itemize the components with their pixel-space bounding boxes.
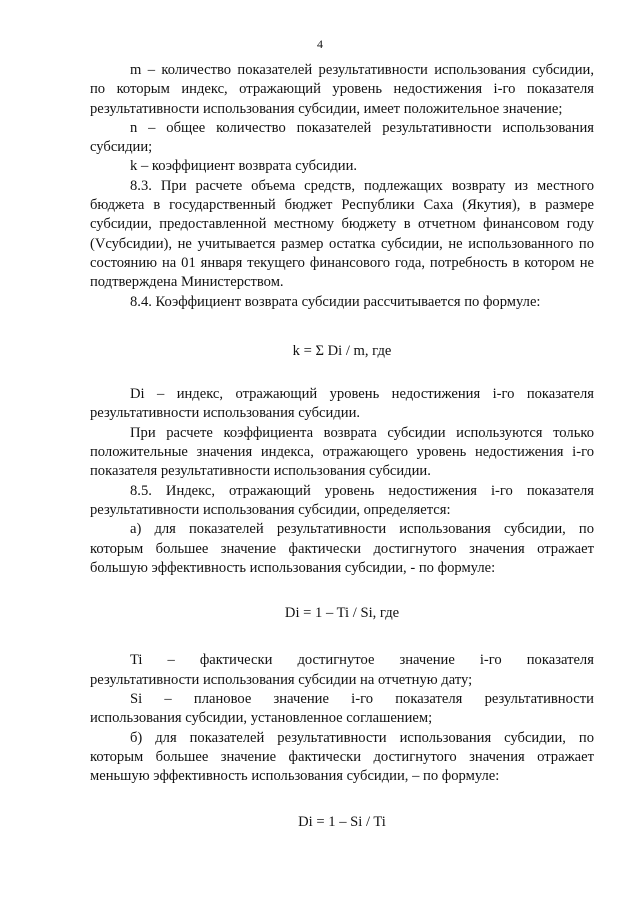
formula-a: Di = 1 – Ti / Si, где bbox=[284, 605, 400, 622]
ti-word: – bbox=[167, 652, 175, 669]
si-definition-first-line bbox=[90, 690, 594, 709]
ti-word: достигнутое bbox=[297, 652, 375, 669]
ti-word: показателя bbox=[526, 652, 594, 669]
paragraph-case-a: а) для показателей результативности использования субсидии, по которым большее значение фактически достигнутого значения отражает большую эффективность использования субсидии, - по формуле: bbox=[90, 521, 594, 576]
si-word: плановое bbox=[193, 691, 252, 708]
si-word: i-го bbox=[351, 691, 373, 708]
formula-b: Di = 1 – Si / Ti bbox=[298, 813, 386, 830]
si-word: показателя bbox=[395, 691, 463, 708]
ti-word: значение bbox=[399, 652, 455, 669]
si-word: Si bbox=[130, 691, 143, 708]
si-definition-rest: использования субсидии, установленное соглашением; bbox=[90, 710, 433, 727]
formula-k: k = Σ Di / m, где bbox=[292, 342, 392, 359]
paragraph-8-5: 8.5. Индекс, отражающий уровень недостижения i-го показателя результативности использования субсидии, определяется: bbox=[90, 482, 594, 518]
paragraph-case-b: б) для показателей результативности использования субсидии, по которым большее значение фактически достигнутого значения отражает меньшую эффективность использования субсидии, – по формуле: bbox=[90, 729, 594, 785]
ti-word: i-го bbox=[479, 652, 502, 669]
si-word: – bbox=[164, 691, 172, 708]
si-word: значение bbox=[273, 691, 329, 708]
paragraph-m-definition: m – количество показателей результативности использования субсидии, по которым индекс, отражающий уровень недостижения i-го показателя результативности использования субсидии, имеет положительное значение; bbox=[90, 62, 594, 117]
page-number: 4 bbox=[317, 37, 323, 51]
paragraph-positive-only: При расчете коэффициента возврата субсидии используются только положительные значения индекса, отражающего уровень недостижения i-го показателя результативности использования субсидии. bbox=[90, 424, 594, 480]
paragraph-8-3: 8.3. При расчете объема средств, подлежащих возврату из местного бюджета в государственный бюджет Республики Саха (Якутия), в размере субсидии, предоставленной местному бюджету в отчетном финансовом году (Vсубсидии), не учитывается размер остатка субсидии, не использованного по состоянию на 01 января текущего финансового года, потребность в котором не подтверждена Министерством. bbox=[90, 177, 594, 291]
si-word: результативности bbox=[484, 691, 594, 708]
paragraph-n-definition: n – общее количество показателей результативности использования субсидии; bbox=[90, 119, 594, 156]
ti-definition-rest: результативности использования субсидии на отчетную дату; bbox=[90, 671, 473, 688]
paragraph-8-4: 8.4. Коэффициент возврата субсидии рассчитывается по формуле: bbox=[130, 293, 541, 310]
ti-word: Ti bbox=[130, 652, 143, 669]
document-body bbox=[90, 61, 594, 832]
paragraph-di-definition: Di – индекс, отражающий уровень недостижения i-го показателя результативности использования субсидии. bbox=[90, 386, 594, 422]
ti-definition-first-line bbox=[90, 651, 594, 670]
ti-word: фактически bbox=[199, 652, 273, 669]
paragraph-k-definition: k – коэффициент возврата субсидии. bbox=[130, 158, 358, 175]
